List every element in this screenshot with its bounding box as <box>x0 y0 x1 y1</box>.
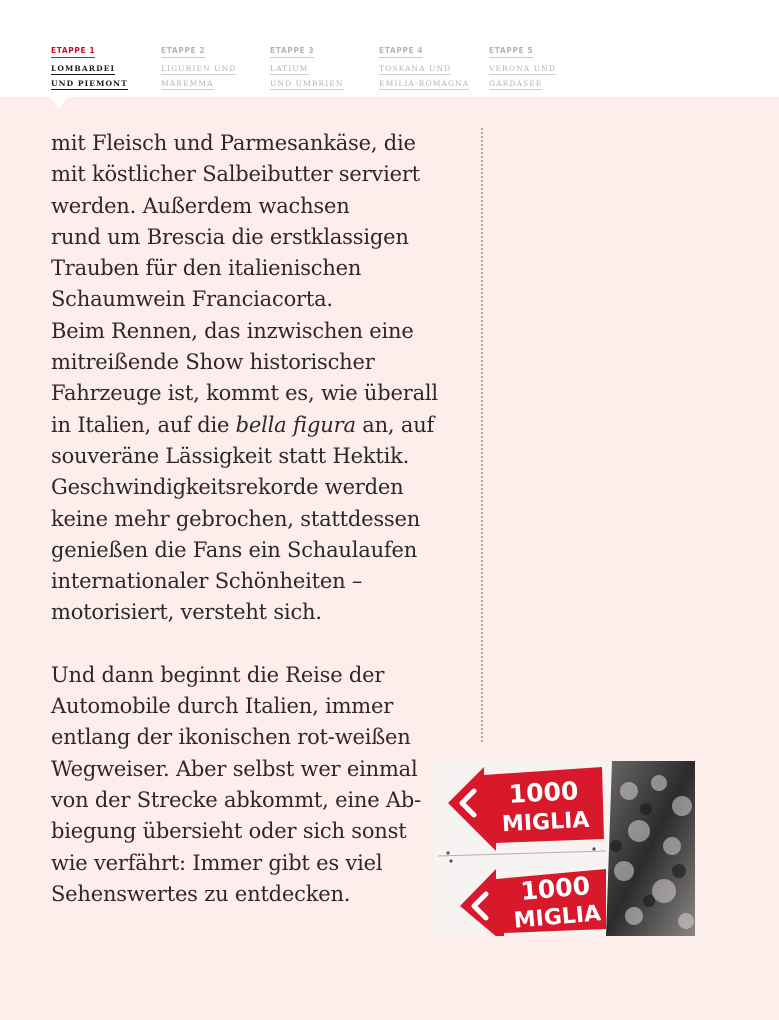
text-line: Fahrzeuge ist, kommt es, wie überall <box>51 381 438 406</box>
stage-name: LIGURIEN UND MAREMMA <box>161 64 237 88</box>
text-line: in Italien, auf die bella figura an, auf <box>51 412 435 437</box>
mille-miglia-signs-photo <box>434 761 695 936</box>
nav-stage-5[interactable] <box>489 38 556 91</box>
nav-stage-3[interactable] <box>270 38 344 91</box>
sign-text-miglia: MIGLIA <box>512 901 603 934</box>
text-line: von der Strecke abkommt, eine Ab- <box>51 787 421 812</box>
stage-name: LOMBARDEI UND PIEMONT <box>51 64 128 88</box>
text-line: genießen die Fans ein Schaulaufen <box>51 537 418 562</box>
text-line: Geschwindigkeitsrekorde werden <box>51 475 404 500</box>
text-line: Beim Rennen, das inzwischen eine <box>51 318 414 343</box>
photo-illustration <box>434 761 695 936</box>
text-line: Trauben für den italienischen <box>51 256 362 281</box>
text-line: Automobile durch Italien, immer <box>51 694 394 719</box>
dotted-column-divider <box>481 128 483 742</box>
stage-number: ETAPPE 2 <box>161 46 205 58</box>
article-body <box>51 128 451 910</box>
stage-number: ETAPPE 4 <box>379 46 423 58</box>
text-line: internationaler Schönheiten – <box>51 569 363 594</box>
text-line: rund um Brescia die erstklassigen <box>51 224 409 249</box>
text-line: motorisiert, versteht sich. <box>51 600 322 625</box>
active-stage-pointer <box>50 97 68 109</box>
paragraph-1 <box>51 128 451 629</box>
text-line: Sehenswertes zu entdecken. <box>51 881 351 906</box>
paragraph-2 <box>51 660 451 910</box>
text-line: souveräne Lässigkeit statt Hektik. <box>51 443 410 468</box>
stage-number: ETAPPE 1 <box>51 46 95 58</box>
text-line: mit köstlicher Salbeibutter serviert <box>51 162 420 187</box>
stage-navigation <box>0 0 779 97</box>
text-line: keine mehr gebrochen, stattdessen <box>51 506 421 531</box>
text-line: Wegweiser. Aber selbst wer einmal <box>51 756 418 781</box>
stage-name: VERONA UND GARDASEE <box>489 64 556 88</box>
text-line: entlang der ikonischen rot-weißen <box>51 725 411 750</box>
nav-stage-4[interactable] <box>379 38 469 91</box>
text-line: wie verfährt: Immer gibt es viel <box>51 850 383 875</box>
sign-text-1000: 1000 <box>519 871 592 907</box>
stage-number: ETAPPE 5 <box>489 46 533 58</box>
text-line: werden. Außerdem wachsen <box>51 193 350 218</box>
text-line: biegung übersieht oder sich sonst <box>51 819 407 844</box>
stage-name: LATIUM UND UMBRIEN <box>270 64 344 88</box>
sign-text-1000: 1000 <box>508 776 580 809</box>
stage-number: ETAPPE 3 <box>270 46 314 58</box>
nav-stage-2[interactable] <box>161 38 236 91</box>
text-line: mit Fleisch und Parmesankäse, die <box>51 131 416 155</box>
nav-stage-1[interactable] <box>51 38 128 91</box>
text-line: mitreißende Show historischer <box>51 350 375 375</box>
text-line: Und dann beginnt die Reise der <box>51 662 385 687</box>
sign-text-miglia: MIGLIA <box>501 807 590 838</box>
stage-name: TOSKANA UND EMILIA-ROMAGNA <box>379 64 470 88</box>
italic-phrase: bella figura <box>235 412 356 437</box>
text-line: Schaumwein Franciacorta. <box>51 287 333 312</box>
